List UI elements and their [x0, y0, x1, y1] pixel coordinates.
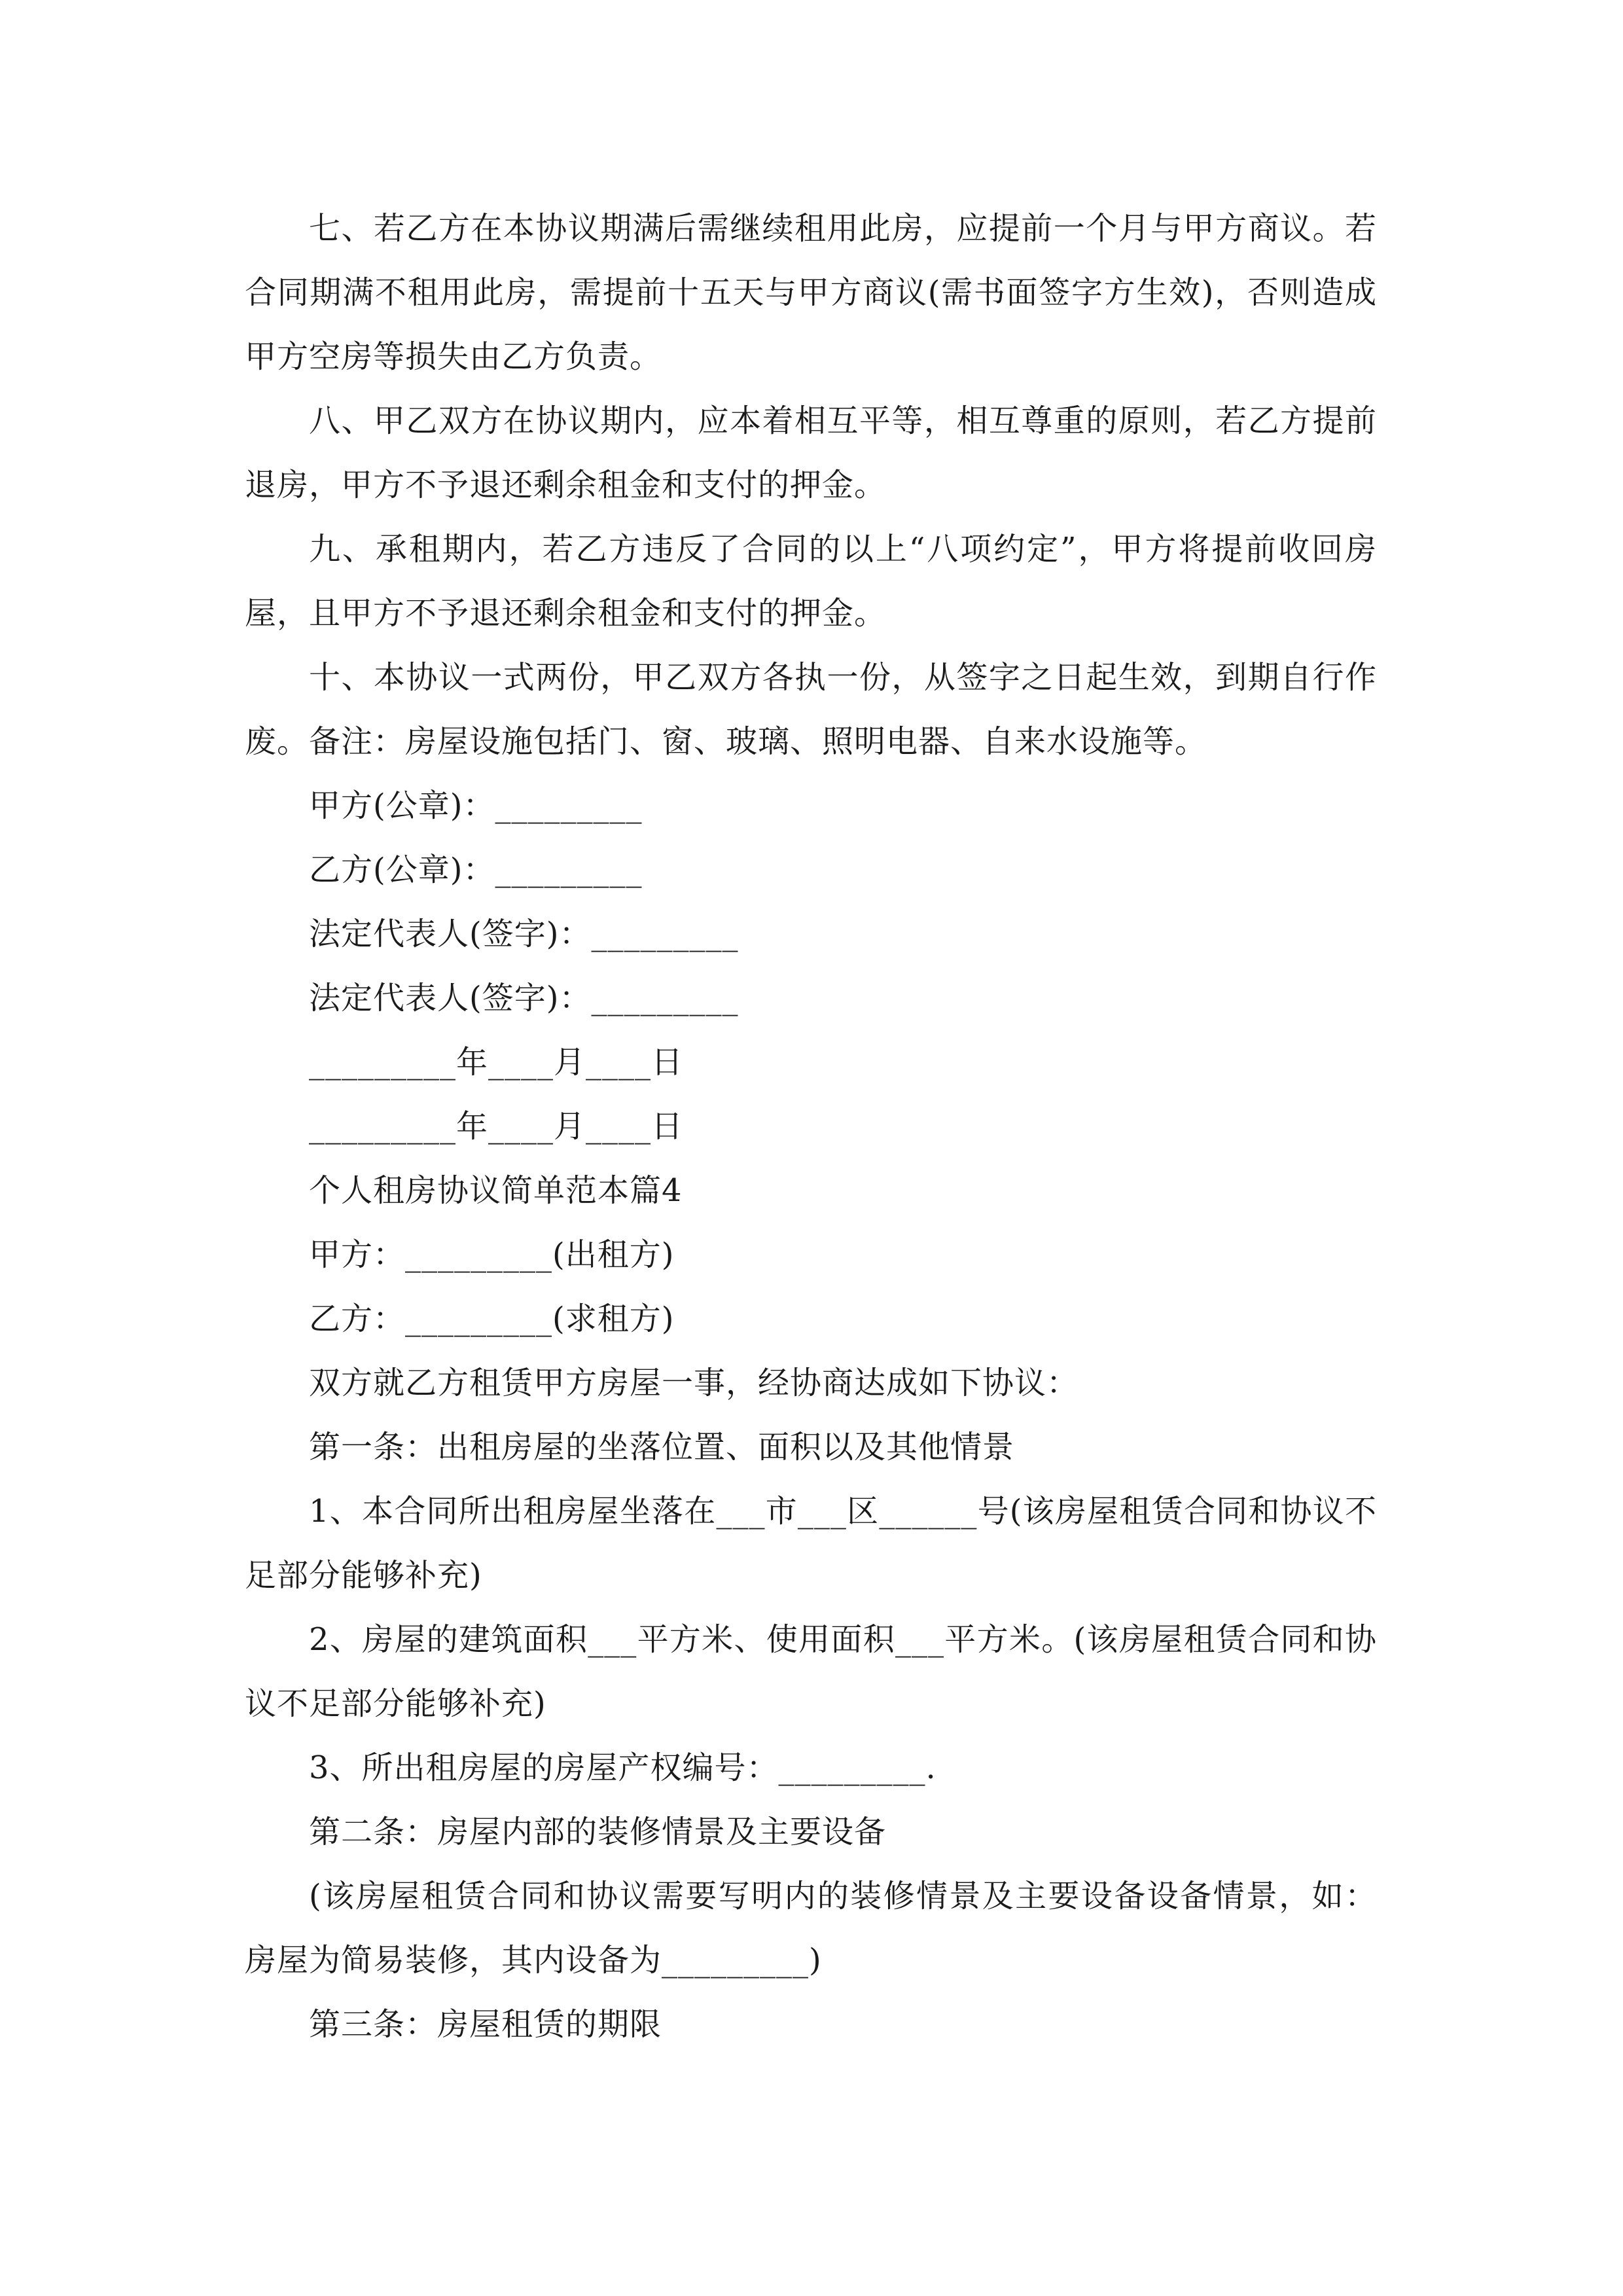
article-one-item-2: 2、房屋的建筑面积___平方米、使用面积___平方米。(该房屋租赁合同和协议不足部分能够补充) [245, 1621, 1377, 1722]
section-title: 个人租房协议简单范本篇4 [309, 1172, 683, 1209]
article-two-note: (该房屋租赁合同和协议需要写明内的装修情景及主要设备设备情景，如：房屋为简易装修，其内设备为_________) [245, 1878, 1377, 1979]
clause-seven: 七、若乙方在本协议期满后需继续租用此房，应提前一个月与甲方商议。若合同期满不租用此房，需提前十五天与甲方商议(需书面签字方生效)，否则造成甲方空房等损失由乙方负责。 [245, 210, 1377, 375]
legal-rep-signature-line-1: 法定代表人(签字)：_________ [309, 916, 739, 952]
article-two-heading: 第二条：房屋内部的装修情景及主要设备 [309, 1814, 887, 1850]
date-line-2: _________年____月____日 [309, 1108, 684, 1145]
clause-ten: 十、本协议一式两份，甲乙双方各执一份，从签字之日起生效，到期自行作废。备注：房屋设施包括门、窗、玻璃、照明电器、自来水设施等。 [245, 659, 1377, 760]
clause-nine: 九、承租期内，若乙方违反了合同的以上“八项约定”，甲方将提前收回房屋，且甲方不予退还剩余租金和支付的押金。 [245, 531, 1377, 632]
article-three-heading: 第三条：房屋租赁的期限 [309, 2006, 662, 2043]
article-one-item-1: 1、本合同所出租房屋坐落在___市___区______号(该房屋租赁合同和协议不足部分能够补充) [245, 1493, 1377, 1594]
article-one-item-3: 3、所出租房屋的房屋产权编号：_________. [309, 1749, 936, 1786]
party-b-lessee-line: 乙方：_________(求租方) [309, 1300, 675, 1337]
legal-rep-signature-line-2: 法定代表人(签字)：_________ [309, 980, 739, 1016]
party-a-lessor-line: 甲方：_________(出租方) [309, 1236, 675, 1273]
article-one-heading: 第一条：出租房屋的坐落位置、面积以及其他情景 [309, 1429, 1015, 1465]
date-line-1: _________年____月____日 [309, 1044, 684, 1081]
agreement-intro: 双方就乙方租赁甲方房屋一事，经协商达成如下协议： [309, 1365, 1079, 1401]
document-body [245, 196, 1377, 2056]
party-b-seal-line: 乙方(公章)：_________ [309, 852, 643, 888]
party-a-seal-line: 甲方(公章)：_________ [309, 787, 643, 824]
clause-eight: 八、甲乙双方在协议期内，应本着相互平等，相互尊重的原则，若乙方提前退房，甲方不予退还剩余租金和支付的押金。 [245, 403, 1377, 503]
